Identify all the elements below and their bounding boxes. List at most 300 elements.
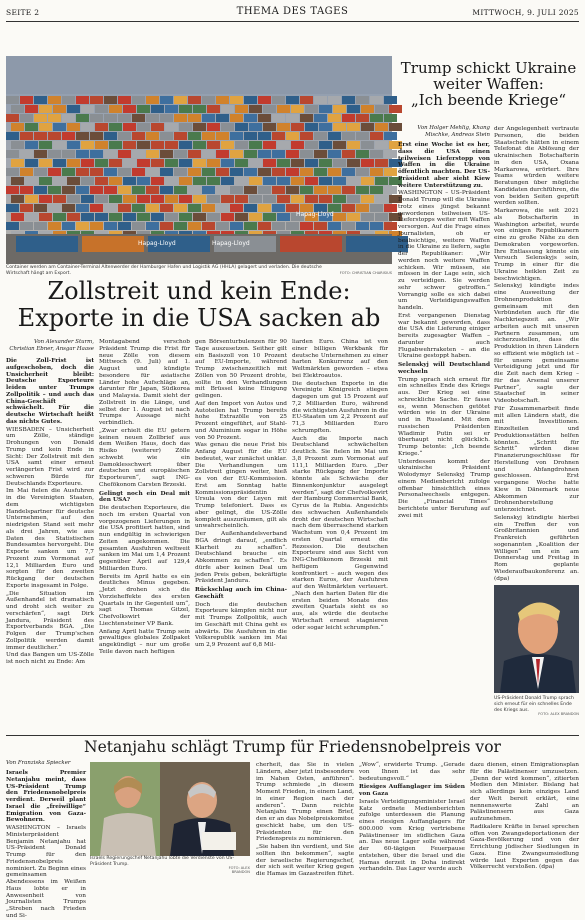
netanjahu-column-3 — [359, 762, 465, 873]
container-box — [258, 96, 271, 104]
container-box — [300, 132, 313, 140]
container-box — [356, 150, 369, 158]
container-box — [188, 204, 201, 212]
container-box — [235, 195, 248, 203]
container-box — [146, 168, 159, 176]
container-box — [34, 150, 47, 158]
zoll-text: Im Mai fielen die Ausfuhren in die Vereinigten Staaten, dem wichtigsten Handelspartner für deutsche Unternehmen, auf den niedrigsten Stand seit mehr als drei Jahren, wie aus Daten des Statistischen Bundesamtes hervorgeht. Die Exporte sanken um 7,7 Prozent zum Vormonat auf 12,1 Milliarden Euro und sorgten für den zweiten Rückgang der deutschen Exporte insgesamt in Folge. — [6, 488, 94, 589]
container-box — [179, 213, 192, 221]
container-box — [216, 96, 229, 104]
container-box — [81, 159, 94, 167]
container-box — [62, 168, 75, 176]
container-box — [188, 114, 201, 122]
container-box — [235, 213, 248, 221]
container-box — [244, 96, 257, 104]
container-box — [221, 105, 234, 113]
container-box — [277, 195, 290, 203]
container-box — [230, 204, 243, 212]
container-box — [202, 132, 215, 140]
container-box — [375, 159, 388, 167]
container-box-front — [82, 236, 144, 252]
container-box — [291, 105, 304, 113]
container-box — [160, 222, 173, 230]
container-box — [6, 132, 19, 140]
container-box — [62, 150, 75, 158]
container-box — [48, 150, 61, 158]
container-box — [76, 132, 89, 140]
container-box — [48, 132, 61, 140]
container-box — [319, 195, 332, 203]
container-box — [62, 204, 75, 212]
container-box — [314, 186, 327, 194]
container-box — [146, 132, 159, 140]
container-box — [347, 159, 360, 167]
container-box — [286, 150, 299, 158]
container-box — [333, 195, 346, 203]
container-box — [53, 159, 66, 167]
container-box — [193, 105, 206, 113]
container-box — [258, 132, 271, 140]
container-box — [132, 114, 145, 122]
container-box — [286, 114, 299, 122]
trump-photo-caption: US-Präsident Donald Trump sprach sich erneut für ein schnelles Ende des Kriegs aus. — [494, 696, 574, 713]
container-box — [216, 114, 229, 122]
trump-portrait-image — [494, 585, 579, 693]
container-box — [244, 150, 257, 158]
container-box — [300, 222, 313, 230]
container-box — [384, 168, 397, 176]
zoll-text: WIESBADEN – Unsicherheit um Zölle, ständige Drohungen von Donald Trump und kein Ende in Sicht: Der Zollstreit mit den USA samt einer erneut verlängerten Frist wird zur schweren Bürde für Deutschlands Exporteure. — [6, 426, 94, 487]
netanjahu-text: „Sie haben ihn verdient, und Sie sollten ihn bekommen“, sagte der israelische Regierungschef, der sich seit weiter Krieg gegen die Hamas im Gazastreifen führt. — [256, 844, 354, 877]
container-box — [146, 186, 159, 194]
container-box — [160, 204, 173, 212]
container-box — [67, 123, 80, 131]
container-box — [188, 96, 201, 104]
container-box — [244, 204, 257, 212]
container-box — [333, 159, 346, 167]
container-box — [123, 177, 136, 185]
container-box — [146, 96, 159, 104]
container-box — [48, 222, 61, 230]
zoll-text: Anfang April hatte Trump sein gewaltiges globales Zollpaket angekündigt – nur um große Teile davon nach heftigen — [99, 628, 190, 655]
container-box — [25, 105, 38, 113]
zoll-text: „Zwar erhielt die EU getern keinen neuen Zollbrief aus dem Weißen Haus, doch das Risiko (weiterer) Zölle schwebt wie ein Damoklesschwert über deutschen und europäischen Exporteuren“, sagt ING-Chefökonom Carsten Brzeski. — [99, 427, 190, 488]
container-photo — [6, 56, 392, 264]
zoll-subheading: Gelingt noch ein Deal mit den USA? — [99, 490, 190, 504]
container-box — [95, 195, 108, 203]
container-box — [314, 150, 327, 158]
container-box — [300, 168, 313, 176]
container-box — [370, 186, 383, 194]
container-box — [342, 186, 355, 194]
container-box — [132, 168, 145, 176]
container-box — [146, 222, 159, 230]
container-box — [235, 105, 248, 113]
container-box — [25, 195, 38, 203]
container-box — [118, 168, 131, 176]
container-box — [291, 123, 304, 131]
container-box — [193, 159, 206, 167]
container-box — [328, 114, 341, 122]
container-box — [76, 204, 89, 212]
container-box — [81, 141, 94, 149]
container-box — [202, 114, 215, 122]
container-box — [104, 204, 117, 212]
container-box — [118, 222, 131, 230]
container-box — [104, 168, 117, 176]
container-box — [179, 159, 192, 167]
container-box — [132, 222, 145, 230]
container-box — [263, 141, 276, 149]
container-box — [6, 114, 19, 122]
container-box — [291, 141, 304, 149]
container-box — [53, 123, 66, 131]
netanjahu-subheading: Riesiges Auffanglager im Süden von Gaza — [359, 784, 465, 797]
container-box — [137, 123, 150, 131]
container-box — [109, 159, 122, 167]
ukraine-title-line3: „Ich beende Kriege“ — [411, 91, 566, 109]
container-box — [384, 96, 397, 104]
section-rule — [6, 735, 579, 736]
netanjahu-headline-wrap — [6, 738, 579, 756]
container-box — [76, 168, 89, 176]
container-photo-caption: Container werden am Container-Terminal Altenwerder der Hamburger Hafen und Logistik AG (HHLA) gelagert und verladen. Die deutsche Wirtschaft hängt am Export. — [6, 265, 322, 276]
zoll-text: Auf den Import von Autos und Autoteilen hat Trump bereits hohe Extrazölle von 25 Prozent eingeführt, auf Stahl- und Aluminium sogar in Höhe von 50 Prozent. — [195, 400, 287, 441]
container-box — [272, 186, 285, 194]
container-box — [90, 204, 103, 212]
container-box — [235, 123, 248, 131]
container-box — [384, 132, 397, 140]
container-box — [356, 96, 369, 104]
container-box — [347, 213, 360, 221]
container-box — [258, 222, 271, 230]
container-box — [6, 168, 19, 176]
container-box — [202, 96, 215, 104]
container-box — [95, 141, 108, 149]
container-box — [151, 123, 164, 131]
container-box — [188, 222, 201, 230]
container-box — [179, 141, 192, 149]
container-box — [207, 195, 220, 203]
container-box — [137, 105, 150, 113]
container-box — [216, 150, 229, 158]
container-box — [25, 123, 38, 131]
container-box — [48, 186, 61, 194]
container-label-3: Hapag-Lloyd — [296, 211, 334, 218]
container-box — [174, 222, 187, 230]
zoll-byline — [6, 339, 94, 352]
container-box — [81, 177, 94, 185]
container-box — [258, 168, 271, 176]
container-box — [347, 123, 360, 131]
container-box — [300, 96, 313, 104]
container-box — [375, 177, 388, 185]
container-box — [188, 132, 201, 140]
container-box — [11, 159, 24, 167]
container-box — [109, 213, 122, 221]
container-box — [90, 150, 103, 158]
ukraine-byline-2: Mischke, Andreas Stein — [425, 131, 490, 138]
container-box — [305, 141, 318, 149]
container-box — [258, 114, 271, 122]
container-box — [62, 114, 75, 122]
container-box — [76, 150, 89, 158]
container-box — [48, 114, 61, 122]
container-box — [90, 132, 103, 140]
container-box — [333, 177, 346, 185]
container-box — [39, 177, 52, 185]
container-box — [272, 132, 285, 140]
container-box — [249, 177, 262, 185]
container-box — [11, 141, 24, 149]
container-label: Hapag-Lloyd — [138, 240, 176, 247]
container-box — [62, 222, 75, 230]
container-box — [67, 141, 80, 149]
container-box — [300, 186, 313, 194]
container-box — [314, 168, 327, 176]
container-box — [104, 150, 117, 158]
container-box — [207, 105, 220, 113]
container-box — [95, 159, 108, 167]
container-box — [174, 150, 187, 158]
container-box — [62, 132, 75, 140]
container-box — [48, 204, 61, 212]
container-box — [370, 168, 383, 176]
container-box — [151, 159, 164, 167]
container-box — [25, 141, 38, 149]
ukraine-byline-1: Von Holger Mehlig, Khang — [417, 125, 490, 131]
container-box — [25, 177, 38, 185]
container-box — [179, 105, 192, 113]
section-title: THEMA DES TAGES — [236, 6, 349, 17]
container-box — [249, 195, 262, 203]
container-box — [342, 222, 355, 230]
container-box — [11, 177, 24, 185]
container-box — [356, 114, 369, 122]
container-label-2: Hapag-Lloyd — [212, 240, 250, 247]
container-box — [263, 123, 276, 131]
container-terminal-image — [6, 56, 392, 264]
container-box — [207, 123, 220, 131]
container-box — [235, 177, 248, 185]
container-box — [123, 213, 136, 221]
container-box — [151, 195, 164, 203]
container-box — [109, 141, 122, 149]
container-box — [34, 132, 47, 140]
container-box — [67, 195, 80, 203]
container-box — [221, 123, 234, 131]
container-box — [165, 159, 178, 167]
container-box — [20, 96, 33, 104]
ukraine-byline — [398, 125, 490, 138]
container-box — [249, 123, 262, 131]
container-box — [20, 186, 33, 194]
container-box — [123, 195, 136, 203]
netanjahu-photo-caption: Israels Regierungschef Netanjahu lobte die Verdienste von US-Präsident Trump. — [90, 856, 235, 867]
container-box — [375, 141, 388, 149]
container-box — [90, 186, 103, 194]
container-box — [11, 105, 24, 113]
container-box — [216, 222, 229, 230]
zoll-text: Doch die deutschen Exporteure kämpfen nicht nur mit Trumps Zollpolitik, auch im Geschäft mit China geht es abwärts. Die Ausfuhren in die Volksrepublik sanken im Mai um 2,9 Prozent auf 6,8 Mil- — [195, 601, 287, 648]
container-box — [34, 222, 47, 230]
container-box — [132, 132, 145, 140]
container-box — [375, 195, 388, 203]
container-box — [384, 204, 397, 212]
ukraine-text: Erst vergangenen Dienstag war bekannt geworden, dass die USA die Lieferung einiger bereits zugesagter Waffen – darunter auch Flugabwehrraketen – an die Ukraine gestoppt haben. — [398, 312, 490, 360]
container-box — [314, 132, 327, 140]
sky-haze — [6, 56, 392, 94]
container-box — [291, 177, 304, 185]
zoll-headline-line2: Exporte in die USA sacken ab — [17, 304, 381, 332]
container-box — [277, 159, 290, 167]
container-box — [216, 204, 229, 212]
container-box — [132, 186, 145, 194]
container-box — [48, 96, 61, 104]
container-box — [202, 204, 215, 212]
container-box — [95, 105, 108, 113]
zoll-column-4 — [292, 339, 388, 730]
container-box — [221, 177, 234, 185]
ukraine-text: WASHINGTON – US-Präsident Donald Trump will die Ukraine trotz eines jüngst bekannt gewordenen teilweisen US-Lieferstopps weiter mit Waffen versorgen. Auf die Frage eines Journalisten, ob er beabsichtige, weitere Waffen in die Ukraine zu liefern, sagte der Republikaner: „Wir werden noch weitere Waffen schicken. Wir müssen, sie müssen in der Lage sein, sich zu verteidigen. Sie werden sehr schwer getroffen.“ Vorrangig solle es sich dabei um Verteidigungswaffen handeln. — [398, 190, 490, 311]
zoll-headline-line1: Zollstreit und kein Ende: — [47, 277, 351, 305]
container-box — [118, 150, 131, 158]
netanjahu-column-1 — [6, 770, 86, 919]
container-box — [174, 114, 187, 122]
container-box — [20, 204, 33, 212]
container-box — [272, 96, 285, 104]
netanjahu-text: dazu dienen, einen Emigrationsplan für die Palästinenser umzusetzen. „Denn der wird kommen“, zitierten Medien den Minister. Bislang hat sich allerdings kein einziges Land der Welt bereit erklärt, eine nennenswerte Zahl an Palästinensern aus Gaza aufzunehmen. — [470, 762, 579, 822]
netanjahu-column-2 — [256, 762, 354, 877]
container-box — [67, 159, 80, 167]
container-box — [319, 141, 332, 149]
container-box — [361, 159, 374, 167]
container-box — [333, 123, 346, 131]
container-box — [230, 222, 243, 230]
container-box — [76, 222, 89, 230]
zoll-text: „Die Situation im Außenhandel ist dramatisch und droht sich weiter zu verschärfen“, sagt Dirk Jandura, Präsident des Exportverbands BGA. „Die Folgen der Trump'schen Zollpolitik werden damit immer deutlicher.“ — [6, 590, 94, 651]
container-box — [34, 186, 47, 194]
container-box — [137, 213, 150, 221]
container-box — [230, 132, 243, 140]
zoll-column-1 — [6, 358, 94, 730]
container-box — [132, 204, 145, 212]
container-box — [188, 186, 201, 194]
container-box — [165, 195, 178, 203]
container-box — [216, 168, 229, 176]
container-box — [244, 132, 257, 140]
container-box — [95, 177, 108, 185]
container-box — [216, 186, 229, 194]
container-box — [81, 213, 94, 221]
container-box — [361, 195, 374, 203]
container-box — [109, 105, 122, 113]
container-box — [370, 114, 383, 122]
container-box — [347, 195, 360, 203]
page-number: SEITE 2 — [6, 8, 40, 17]
ukraine-headline — [398, 60, 579, 108]
container-box — [300, 114, 313, 122]
container-box — [20, 168, 33, 176]
container-box — [25, 159, 38, 167]
container-box — [305, 195, 318, 203]
netanjahu-byline: Von Franziska Spiecker — [6, 760, 71, 766]
zoll-text: liarden Euro. China ist von einer billigen Werkbank für deutsche Unternehmen zu einer harten Konkurrenz auf den Weltmärkten geworden – etwa bei Elektroautos. — [292, 339, 388, 379]
container-box — [146, 150, 159, 158]
container-box — [53, 177, 66, 185]
container-box — [230, 114, 243, 122]
container-box — [286, 222, 299, 230]
container-box — [361, 123, 374, 131]
container-box — [361, 141, 374, 149]
container-box-front — [16, 236, 78, 252]
container-box — [230, 96, 243, 104]
container-box — [370, 204, 383, 212]
container-box — [81, 105, 94, 113]
container-box — [39, 213, 52, 221]
container-box — [137, 141, 150, 149]
container-box — [328, 168, 341, 176]
container-box — [95, 213, 108, 221]
container-box — [48, 168, 61, 176]
container-box — [375, 123, 388, 131]
container-box — [11, 123, 24, 131]
container-box — [300, 150, 313, 158]
container-box — [6, 222, 19, 230]
container-box — [384, 222, 397, 230]
container-box — [39, 159, 52, 167]
container-box — [20, 150, 33, 158]
container-box — [230, 150, 243, 158]
container-box — [286, 132, 299, 140]
container-box — [95, 123, 108, 131]
container-box — [328, 186, 341, 194]
container-box — [370, 96, 383, 104]
zoll-column-2 — [99, 339, 190, 730]
container-box — [230, 168, 243, 176]
container-box — [193, 195, 206, 203]
container-box — [11, 213, 24, 221]
container-box — [249, 213, 262, 221]
container-box — [165, 177, 178, 185]
container-box — [356, 204, 369, 212]
container-box — [76, 96, 89, 104]
container-box — [342, 150, 355, 158]
ukraine-text: Für Zusammenarbeit finde mit allen Ländern statt, die mit Investitionen. Einzelteilen und Produktionsstätten helfen könnten. „Schritt für Schritt“ würden diese Finanzierungsschlüsse für Herstellung von Drohnen und Abfangdrohnen geschlossen. Erst vergangene Woche hatte Kiew in Dänemark neue Abkommen zur Drohnenherstellung unterzeichnet. — [494, 405, 579, 513]
container-box — [81, 123, 94, 131]
container-box — [202, 168, 215, 176]
trump-photo-credit: FOTO: ALEX BRANDON — [538, 712, 579, 716]
container-box — [328, 222, 341, 230]
container-box — [272, 168, 285, 176]
ukraine-text: Selenskyj kündigte hierbei ein Treffen der von Großbritannien und Frankreich geführten sogenannten „Koalition der Willigen“ um ein am Donnerstag und Freitag in Rom geplante Wiederaufbaukonferenz an. (dpa) — [494, 514, 579, 582]
container-box — [342, 96, 355, 104]
ukraine-column-1 — [398, 142, 490, 730]
container-box — [314, 114, 327, 122]
container-box — [286, 96, 299, 104]
container-box — [356, 222, 369, 230]
container-box — [118, 132, 131, 140]
container-box — [356, 186, 369, 194]
container-box — [62, 96, 75, 104]
container-box — [342, 204, 355, 212]
container-box — [244, 114, 257, 122]
container-box — [39, 123, 52, 131]
container-box — [160, 132, 173, 140]
container-box — [20, 222, 33, 230]
container-box — [193, 141, 206, 149]
container-box — [221, 195, 234, 203]
